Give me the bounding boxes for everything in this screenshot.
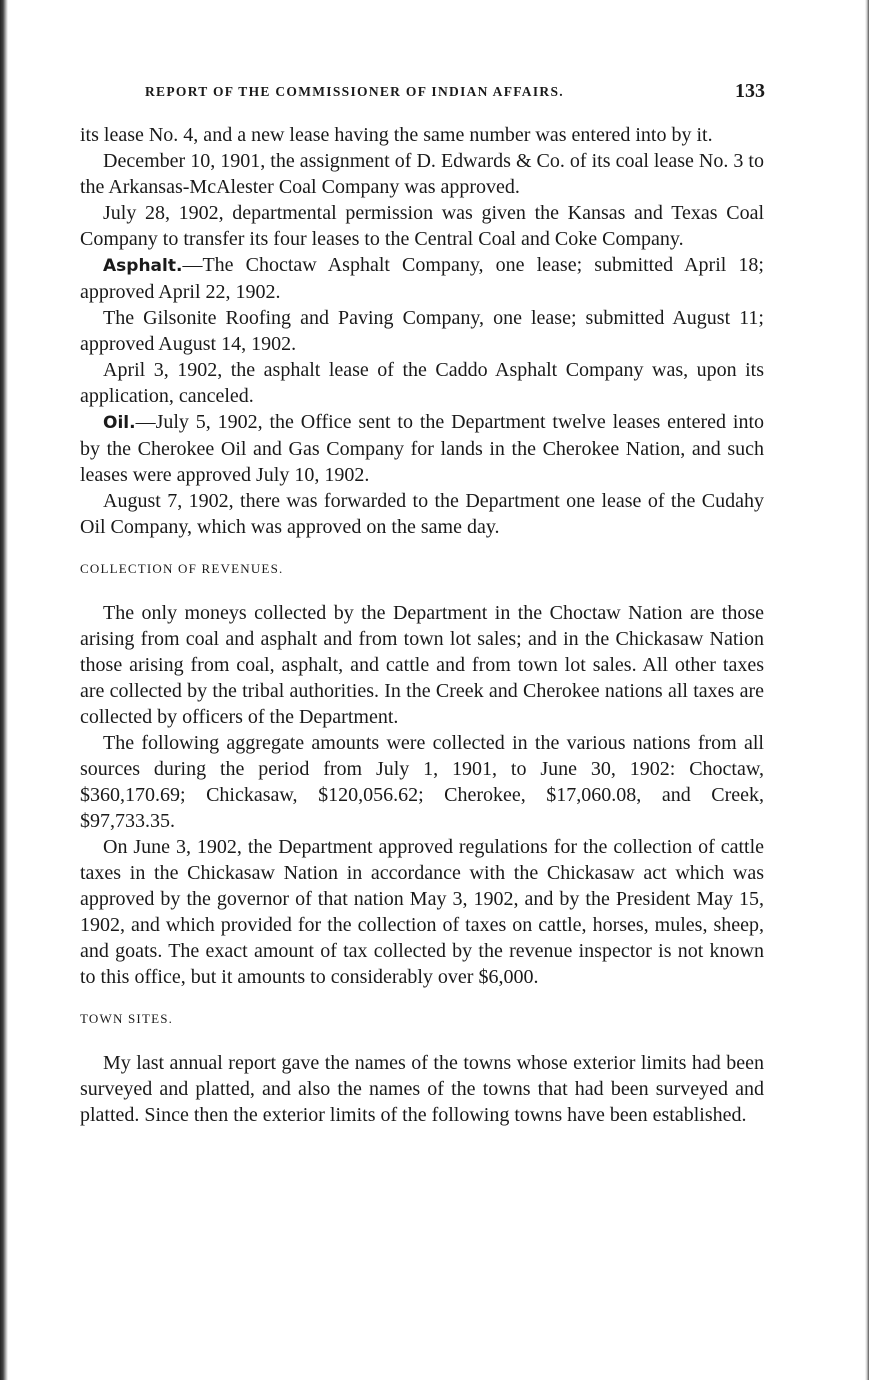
section-heading-collection: COLLECTION OF REVENUES.	[80, 561, 284, 576]
paragraph-collection-moneys: The only moneys collected by the Department in the Choctaw Nation are those arising from coal and asphalt and from town lot sales; and in the Chickasaw Nation those arising from coal, asphalt, and cattle and from town lot sales. All other taxes are collected by the tribal authorities. In the Creek and Cherokee nations all taxes are collected by officers of the Department.	[80, 602, 764, 728]
paragraph-collection-amounts: The following aggregate amounts were collected in the various nations from all sources during the period from July 1, 1901, to June 30, 1902: Choctaw, $360,170.69; Chickasaw, $120,056.62; Cherokee, $17,060.08, and Creek, $97,733.35.	[80, 732, 764, 832]
paragraph-lease-continued: its lease No. 4, and a new lease having the same number was entered into by it.	[80, 124, 713, 146]
page-header	[145, 80, 765, 104]
page-edge-right	[865, 0, 869, 1380]
run-in-oil: Oil.	[103, 413, 136, 433]
page-edge-left	[0, 0, 8, 1380]
paragraph-cattle-taxes: On June 3, 1902, the Department approved regulations for the collection of cattle taxes in the Chickasaw Nation in accordance with the Chickasaw act which was approved by the governor of that nation May 3, 1902, and by the President May 15, 1902, and which provided for the collection of taxes on cattle, horses, mules, sheep, and goats. The exact amount of tax collected by the revenue inspector is not known to this office, but it amounts to considerably over $6,000.	[80, 836, 764, 988]
paragraph-asphalt	[80, 252, 764, 305]
paragraph-gilsonite: The Gilsonite Roofing and Paving Company, one lease; submitted August 11; approved August 14, 1902.	[80, 307, 764, 355]
paragraph-town-sites: My last annual report gave the names of the towns whose exterior limits had been surveyed and platted, and also the names of the towns that had been surveyed and platted. Since then the exterior limits of the following towns have been established.	[80, 1052, 764, 1126]
run-in-asphalt: Asphalt.	[103, 256, 183, 276]
paragraph-caddo-canceled: April 3, 1902, the asphalt lease of the Caddo Asphalt Company was, upon its application, canceled.	[80, 359, 764, 407]
paragraph-kansas-texas-transfer: July 28, 1902, departmental permission was given the Kansas and Texas Coal Company to transfer its four leases to the Central Coal and Coke Company.	[80, 202, 764, 250]
paragraph-oil-text: —July 5, 1902, the Office sent to the Department twelve leases entered into by the Cherokee Oil and Gas Company for lands in the Cherokee Nation, and such leases were approved July 10, 1902.	[80, 411, 764, 486]
paragraph-asphalt-text: —The Choctaw Asphalt Company, one lease; submitted April 18; approved April 22, 1902.	[80, 254, 764, 303]
paragraph-cudahy: August 7, 1902, there was forwarded to the Department one lease of the Cudahy Oil Company, which was approved on the same day.	[80, 490, 764, 538]
body-text	[80, 122, 764, 1128]
paragraph-edwards-assignment: December 10, 1901, the assignment of D. Edwards & Co. of its coal lease No. 3 to the Arkansas-McAlester Coal Company was approved.	[80, 150, 764, 198]
page-number: 133	[735, 80, 765, 102]
paragraph-oil	[80, 409, 764, 488]
running-head: REPORT OF THE COMMISSIONER OF INDIAN AFFAIRS.	[145, 84, 564, 99]
section-heading-town-sites: TOWN SITES.	[80, 1011, 174, 1026]
